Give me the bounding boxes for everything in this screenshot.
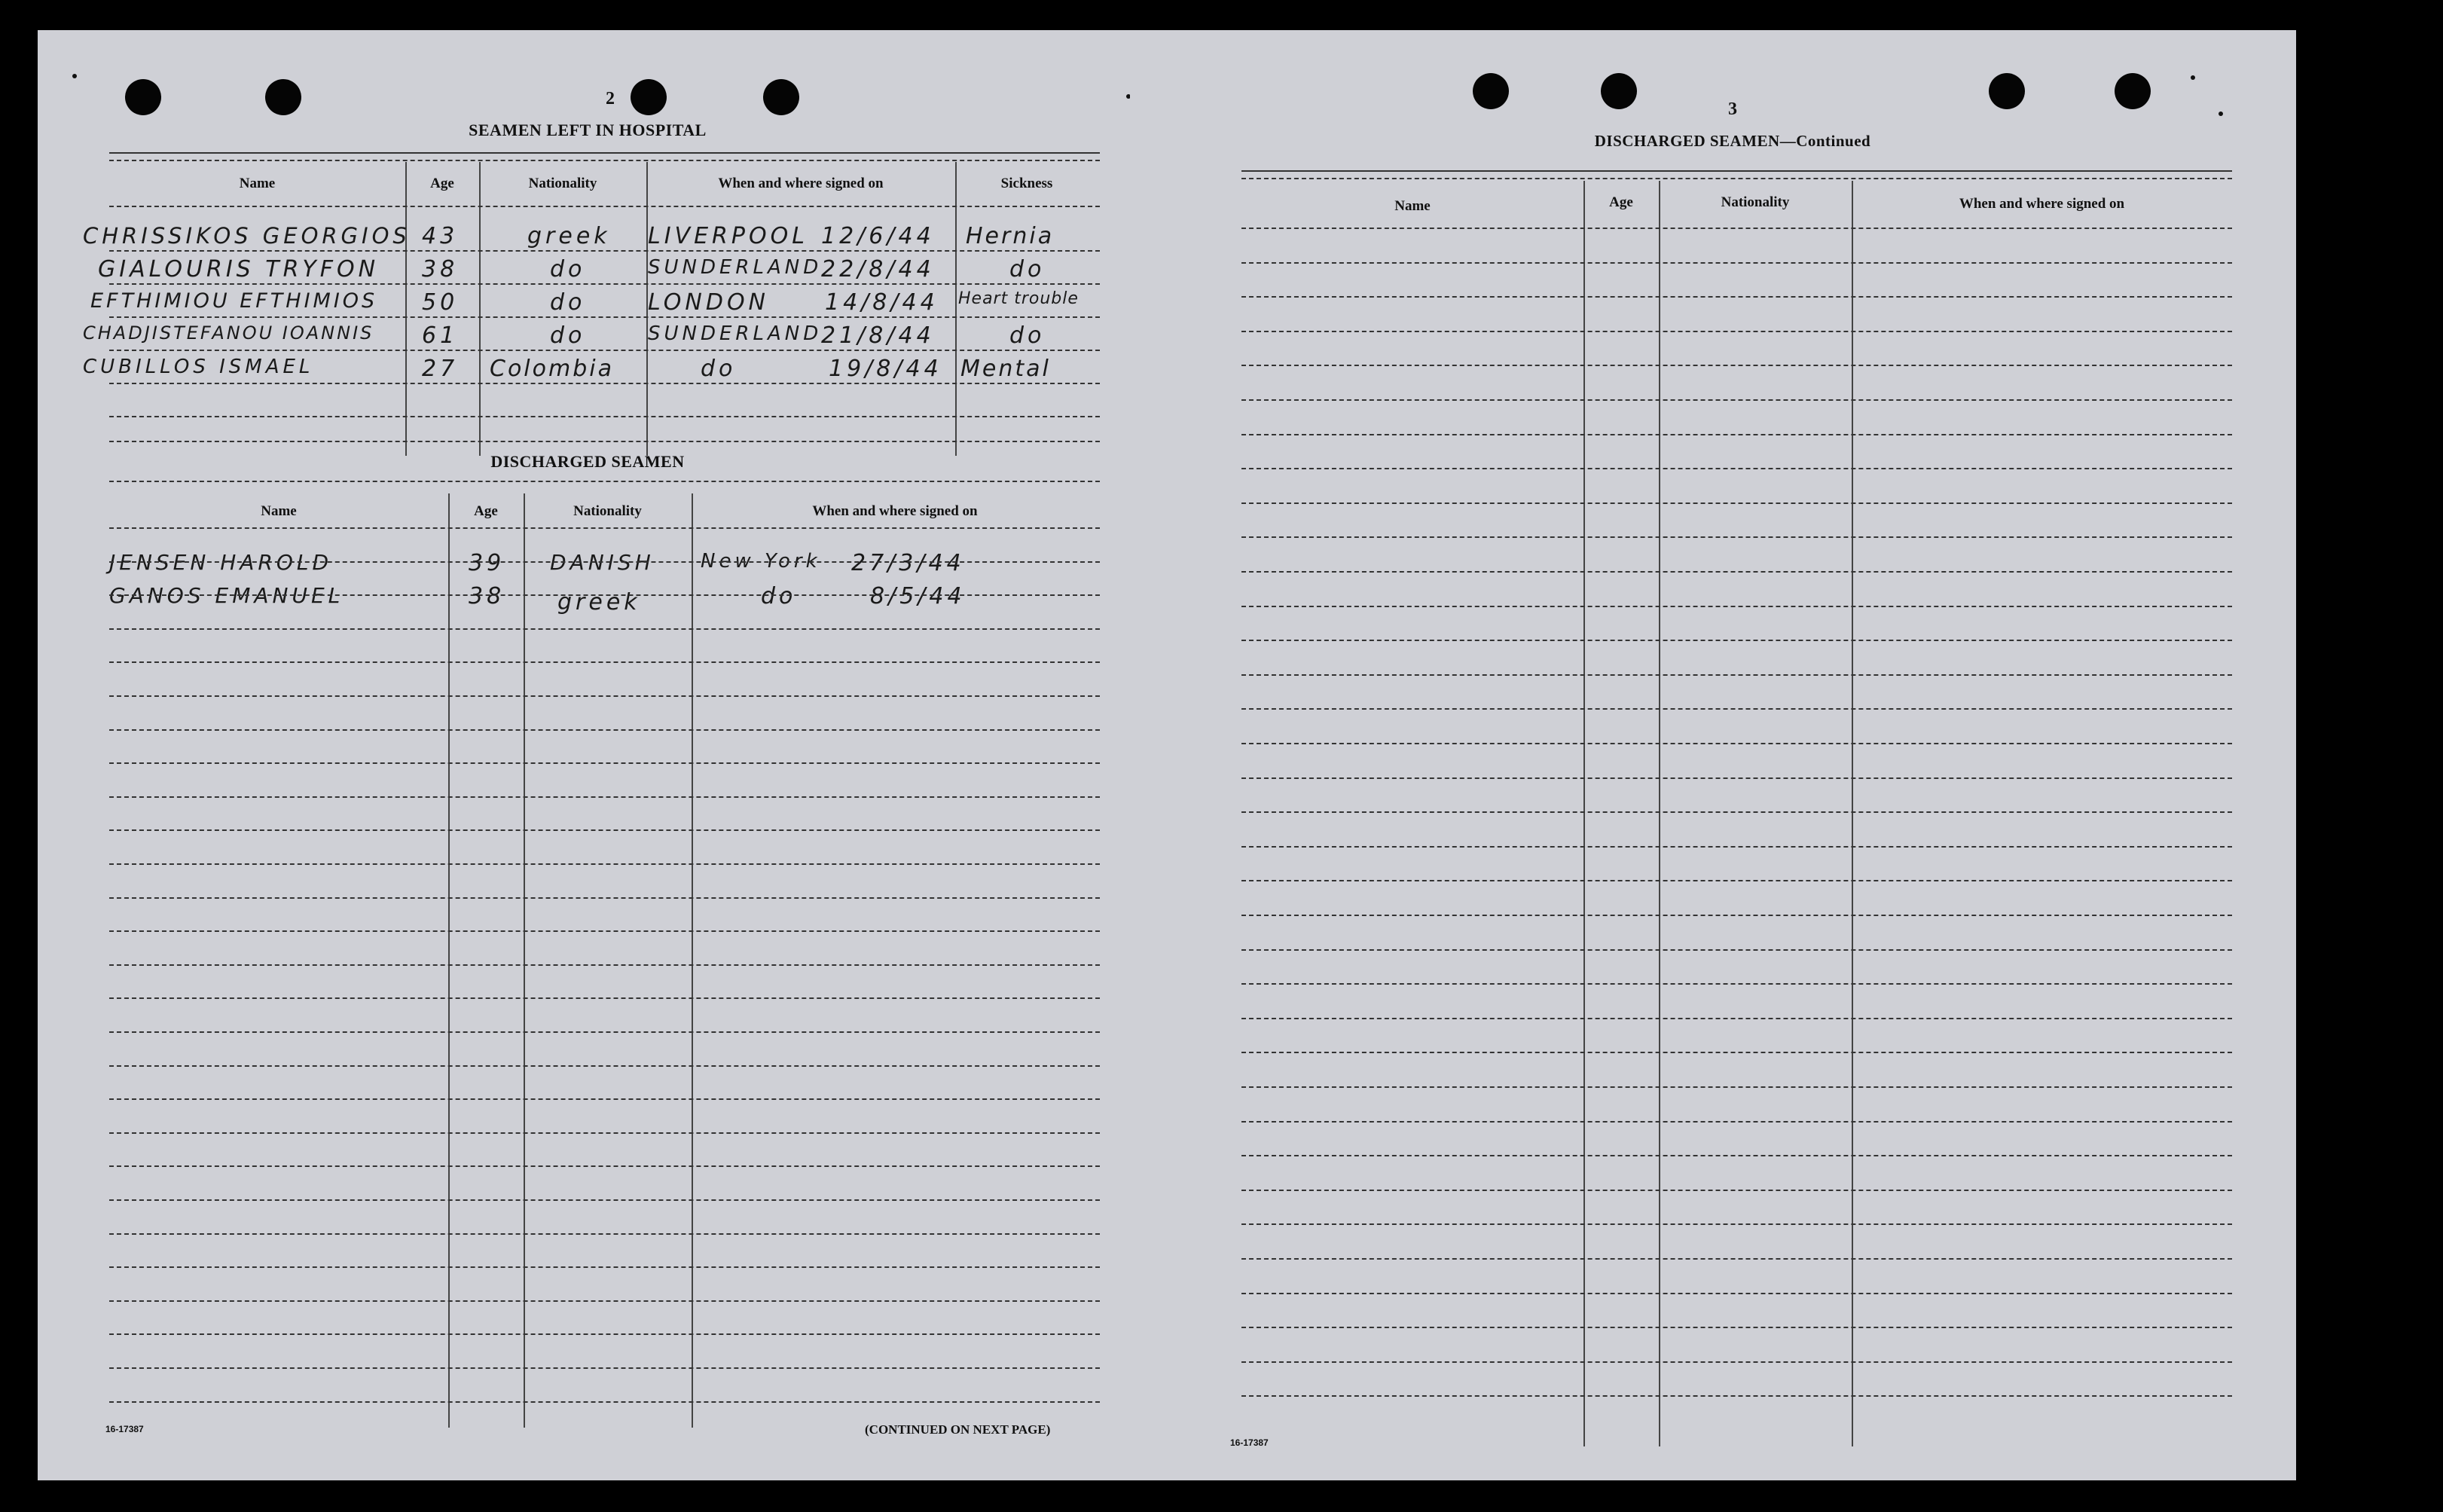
signed-date: 12/6/44 — [821, 223, 935, 249]
ruled-line — [1241, 1086, 2232, 1088]
speck — [2191, 75, 2195, 80]
row-rule — [109, 441, 1100, 442]
ruled-line — [109, 527, 1100, 529]
column-header-nationality: Nationality — [573, 503, 642, 519]
ruled-line — [1241, 1258, 2232, 1260]
speck — [2219, 111, 2223, 116]
seaman-age: 43 — [422, 223, 459, 249]
ruled-line — [109, 628, 1100, 630]
sickness: do — [1009, 256, 1046, 283]
ruled-line — [1241, 331, 2232, 332]
ruled-line — [1241, 880, 2232, 881]
column-header-age: Age — [1609, 194, 1633, 210]
seaman-nationality: Colombia — [490, 356, 614, 382]
signed-date: 8/5/44 — [870, 583, 966, 609]
ruled-line — [109, 1300, 1100, 1302]
column-header-nationality: Nationality — [528, 176, 597, 191]
page-title: DISCHARGED SEAMEN—Continued — [1594, 132, 1871, 150]
signed-place: New York — [701, 550, 821, 573]
punch-hole — [265, 79, 301, 115]
column-divider — [1852, 181, 1853, 1446]
ruled-line — [109, 796, 1100, 798]
seaman-name: CHRISSIKOS GEORGIOS — [83, 223, 411, 249]
form-code: 16-17387 — [1230, 1437, 1269, 1448]
ruled-line — [109, 1233, 1100, 1235]
sickness: Mental — [960, 356, 1051, 382]
ruled-line — [1241, 1327, 2232, 1328]
ruled-line — [1241, 468, 2232, 469]
seaman-nationality: greek — [527, 223, 611, 249]
ruled-line — [109, 930, 1100, 932]
signed-place: LIVERPOOL — [648, 223, 808, 249]
sickness: Heart trouble — [958, 289, 1079, 308]
seaman-name: GIALOURIS TRYFON — [98, 256, 380, 283]
column-divider — [448, 493, 450, 1428]
seaman-age: 38 — [469, 583, 505, 609]
ruled-line — [1241, 949, 2232, 951]
seaman-age: 50 — [422, 289, 459, 316]
column-header-sickness: Sickness — [1000, 176, 1053, 191]
punch-hole — [1473, 73, 1509, 109]
left-page — [38, 30, 1130, 1480]
punch-hole — [2115, 73, 2151, 109]
column-divider — [1583, 181, 1585, 1446]
ruled-line — [109, 1098, 1100, 1100]
continued-note: (CONTINUED ON NEXT PAGE) — [865, 1422, 1051, 1437]
ruled-line — [109, 1165, 1100, 1167]
sickness: Hernia — [966, 223, 1055, 249]
ruled-line — [109, 1333, 1100, 1335]
ruled-line — [1241, 228, 2232, 229]
ruled-line — [109, 1266, 1100, 1268]
row-rule — [109, 383, 1100, 384]
column-header-name: Name — [261, 503, 297, 519]
signed-date: 27/3/44 — [851, 550, 965, 576]
punch-hole — [125, 79, 161, 115]
ruled-line — [1241, 606, 2232, 607]
table-top-rule — [109, 481, 1100, 482]
column-header-signed-on: When and where signed on — [1959, 196, 2125, 212]
seaman-name: CUBILLOS ISMAEL — [83, 356, 314, 378]
ruled-line — [109, 897, 1100, 899]
seaman-nationality: do — [550, 289, 586, 316]
seaman-name: JENSEN HAROLD — [109, 550, 333, 575]
ruled-line — [1241, 399, 2232, 401]
column-header-signed-on: When and where signed on — [718, 176, 884, 191]
signed-date: 14/8/44 — [825, 289, 939, 316]
column-header-name: Name — [1394, 198, 1431, 214]
ruled-line — [1241, 1293, 2232, 1294]
right-page — [1130, 30, 2296, 1480]
ruled-line — [109, 964, 1100, 966]
ruled-line — [1241, 983, 2232, 985]
ruled-line — [1241, 743, 2232, 744]
ruled-line — [109, 661, 1100, 663]
signed-place: SUNDERLAND — [648, 322, 823, 345]
ruled-line — [109, 561, 1100, 563]
ruled-line — [1241, 502, 2232, 504]
ruled-line — [109, 829, 1100, 831]
ruled-line — [1241, 1155, 2232, 1156]
ruled-line — [1241, 1190, 2232, 1191]
seaman-nationality: DANISH — [550, 550, 655, 575]
ruled-line — [109, 762, 1100, 764]
ruled-line — [1241, 536, 2232, 538]
seaman-nationality: greek — [557, 589, 641, 615]
ruled-line — [1241, 708, 2232, 710]
signed-place: SUNDERLAND — [648, 256, 823, 279]
punch-hole — [631, 79, 667, 115]
page-number: 2 — [606, 89, 615, 108]
ruled-line — [1241, 640, 2232, 641]
ruled-line — [1241, 1052, 2232, 1053]
seaman-nationality: do — [550, 256, 586, 283]
page-number: 3 — [1728, 99, 1737, 119]
table-top-rule — [109, 152, 1100, 154]
ruled-line — [1241, 1361, 2232, 1363]
row-rule — [109, 283, 1100, 285]
ruled-line — [109, 1065, 1100, 1067]
table-top-rule — [1241, 170, 2232, 172]
seaman-age: 61 — [422, 322, 459, 349]
row-rule — [109, 250, 1100, 252]
ruled-line — [109, 594, 1100, 596]
ruled-line — [109, 1401, 1100, 1403]
ruled-line — [109, 695, 1100, 697]
ruled-line — [109, 863, 1100, 865]
row-rule — [109, 416, 1100, 417]
ruled-line — [109, 1199, 1100, 1201]
seaman-nationality: do — [550, 322, 586, 349]
ruled-line — [1241, 811, 2232, 813]
row-rule — [109, 350, 1100, 351]
column-divider — [524, 493, 525, 1428]
seaman-age: 27 — [422, 356, 459, 382]
table-top-rule — [1241, 178, 2232, 179]
seaman-name: GANOS EMANUEL — [109, 583, 344, 608]
column-header-age: Age — [474, 503, 498, 519]
speck — [72, 74, 77, 78]
row-rule — [109, 316, 1100, 318]
ruled-line — [109, 1031, 1100, 1033]
column-header-signed-on: When and where signed on — [812, 503, 978, 519]
signed-place: do — [701, 356, 737, 382]
ruled-line — [1241, 1395, 2232, 1397]
column-header-name: Name — [239, 176, 276, 191]
signed-date: 19/8/44 — [829, 356, 942, 382]
column-divider — [1659, 181, 1660, 1446]
ruled-line — [109, 1132, 1100, 1134]
column-divider — [692, 493, 693, 1428]
ruled-line — [1241, 1018, 2232, 1019]
ruled-line — [1241, 777, 2232, 779]
sickness: do — [1009, 322, 1046, 349]
ruled-line — [109, 729, 1100, 731]
signed-date: 22/8/44 — [821, 256, 935, 283]
signed-place: do — [761, 583, 797, 609]
ruled-line — [1241, 674, 2232, 676]
punch-hole — [1989, 73, 2025, 109]
punch-hole — [763, 79, 799, 115]
ruled-line — [1241, 296, 2232, 298]
seaman-name: CHADJISTEFANOU IOANNIS — [83, 322, 374, 344]
discharged-section-title: DISCHARGED SEAMEN — [490, 452, 685, 471]
ruled-line — [1241, 434, 2232, 435]
ruled-line — [109, 997, 1100, 999]
ruled-line — [1241, 365, 2232, 366]
signed-place: LONDON — [648, 289, 770, 316]
seaman-age: 39 — [469, 550, 505, 576]
ruled-line — [1241, 1121, 2232, 1123]
signed-date: 21/8/44 — [821, 322, 935, 349]
ruled-line — [1241, 1223, 2232, 1225]
row-rule — [109, 206, 1100, 207]
column-header-nationality: Nationality — [1721, 194, 1790, 210]
form-code: 16-17387 — [105, 1424, 144, 1434]
ruled-line — [1241, 915, 2232, 916]
table-top-rule — [109, 160, 1100, 161]
ruled-line — [109, 1367, 1100, 1369]
ruled-line — [1241, 571, 2232, 573]
column-header-age: Age — [430, 176, 454, 191]
hospital-section-title: SEAMEN LEFT IN HOSPITAL — [469, 121, 707, 139]
seaman-name: EFTHIMIOU EFTHIMIOS — [90, 289, 378, 313]
punch-hole — [1601, 73, 1637, 109]
ruled-line — [1241, 846, 2232, 848]
ruled-line — [1241, 262, 2232, 264]
seaman-age: 38 — [422, 256, 459, 283]
